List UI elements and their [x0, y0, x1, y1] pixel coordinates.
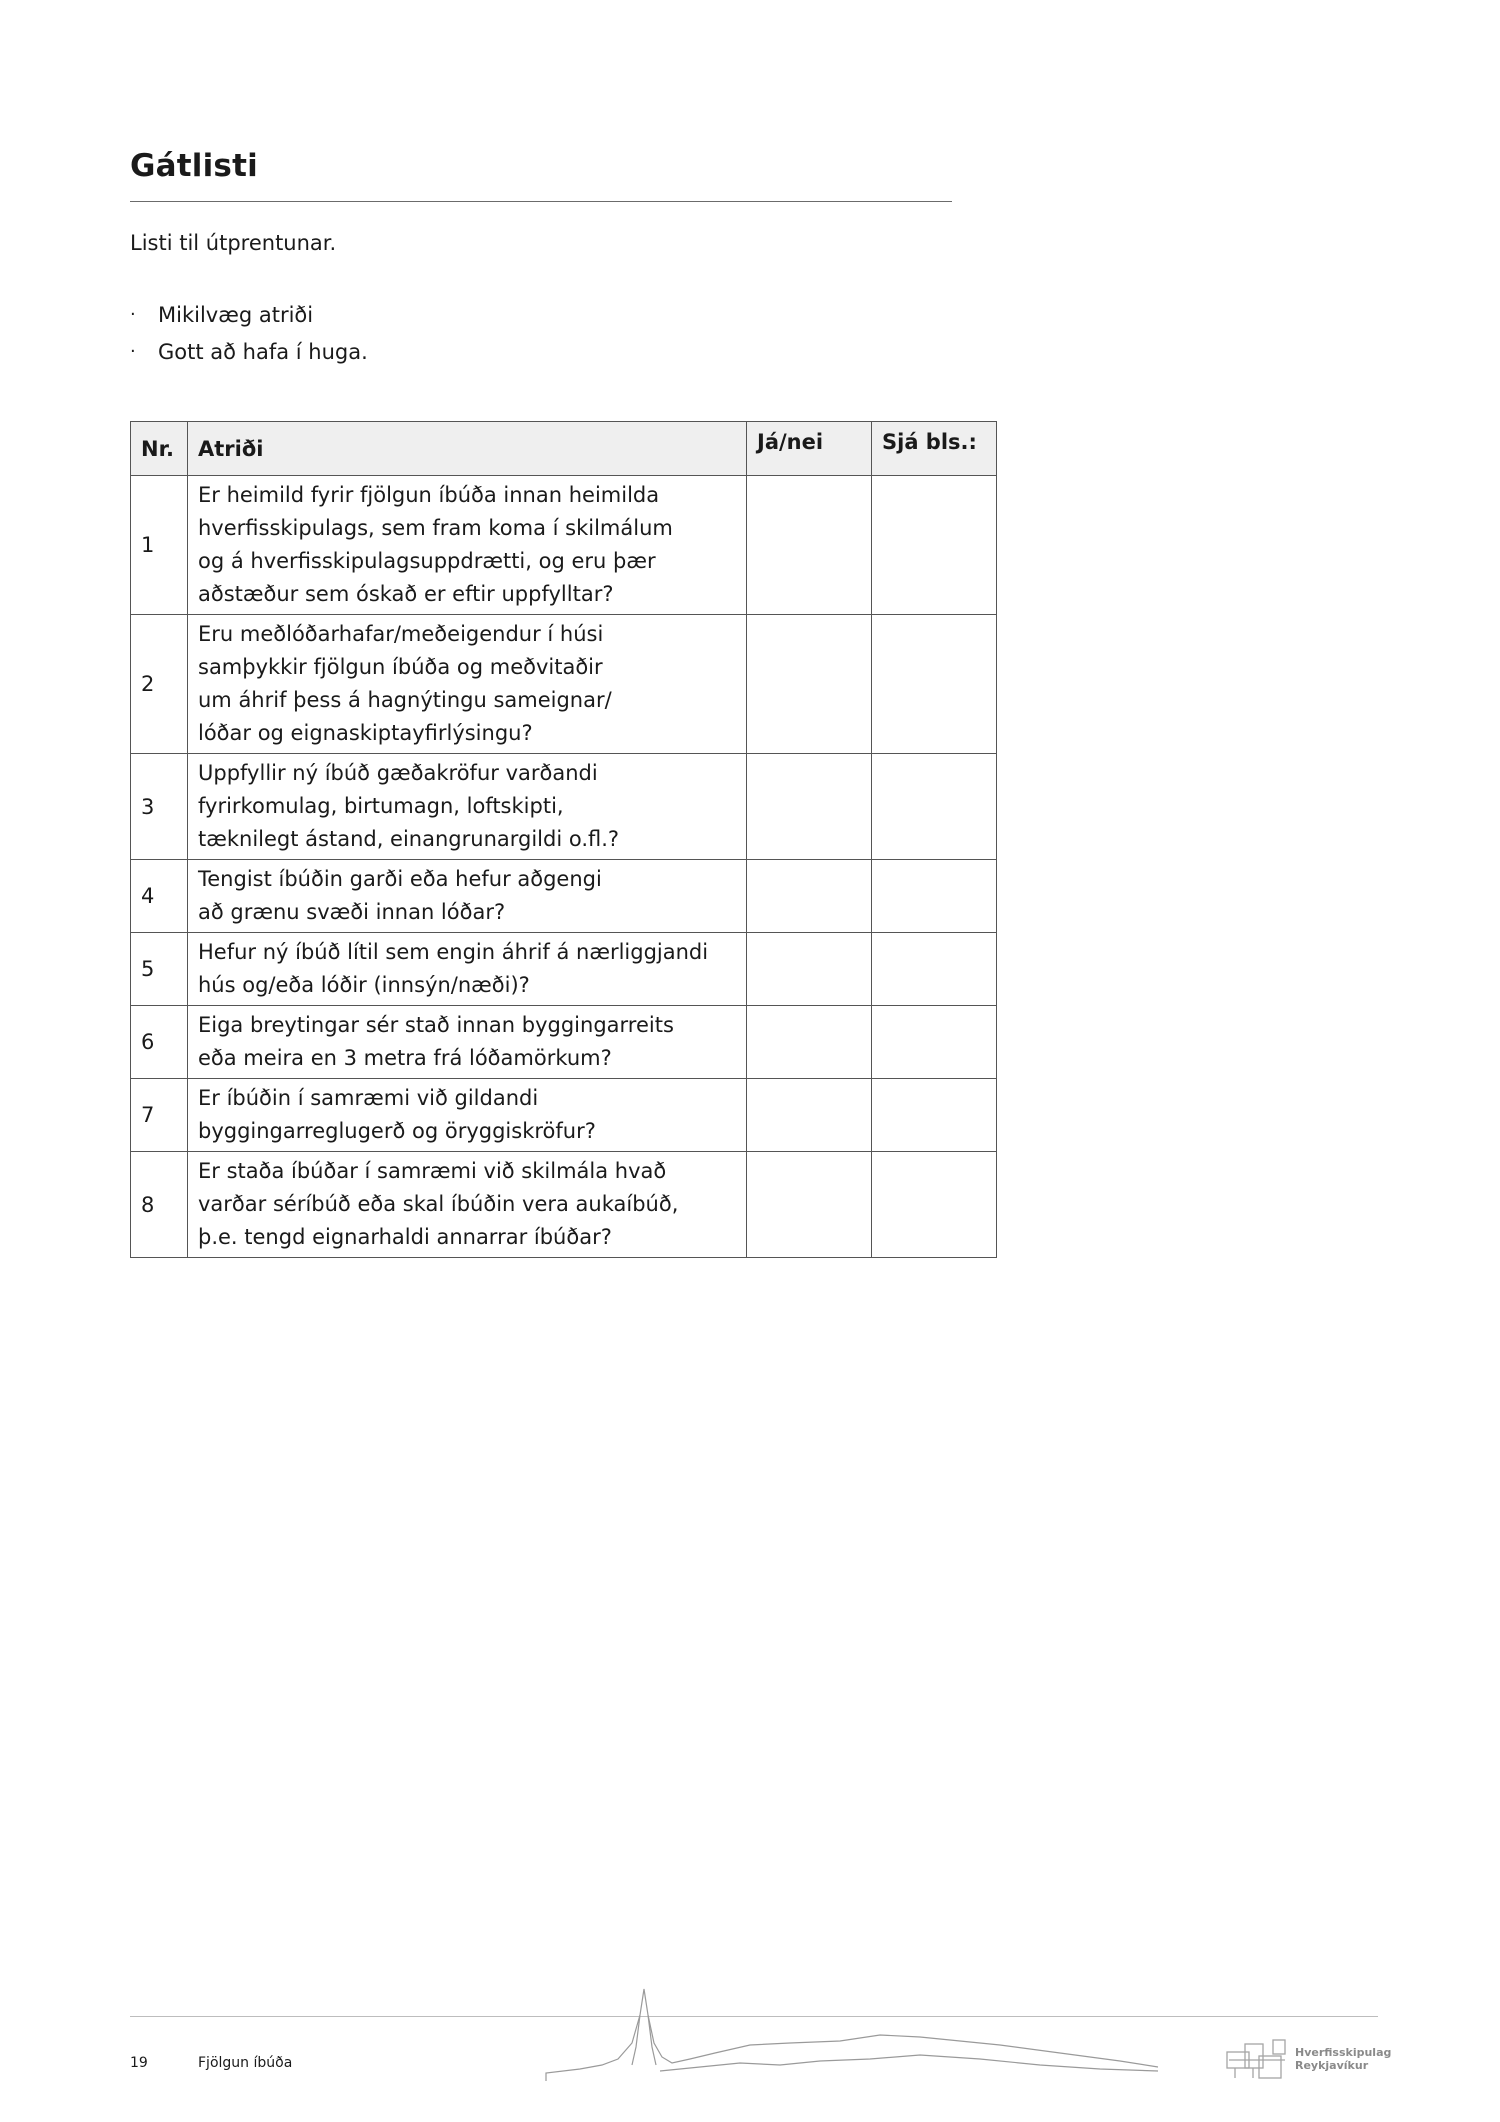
header-nr: Nr. — [131, 422, 188, 476]
row-number: 4 — [131, 860, 188, 933]
logo-line-1: Hverfisskipulag — [1295, 2046, 1392, 2059]
document-title: Fjölgun íbúða — [198, 2055, 293, 2071]
yes-no-cell[interactable] — [747, 1152, 872, 1258]
yes-no-cell[interactable] — [747, 1079, 872, 1152]
row-number: 8 — [131, 1152, 188, 1258]
hverfisskipulag-logo-icon — [1225, 2038, 1295, 2082]
row-number: 3 — [131, 754, 188, 860]
legend-item — [130, 296, 368, 333]
table-row — [131, 615, 997, 754]
see-page-cell[interactable] — [872, 476, 997, 615]
header-see-page: Sjá bls.: — [872, 422, 997, 476]
table-row — [131, 933, 997, 1006]
row-number: 6 — [131, 1006, 188, 1079]
legend-item — [130, 333, 368, 370]
see-page-cell[interactable] — [872, 754, 997, 860]
bullet-icon: · — [130, 341, 136, 362]
see-page-cell[interactable] — [872, 860, 997, 933]
yes-no-cell[interactable] — [747, 754, 872, 860]
page-subtitle: Listi til útprentunar. — [130, 231, 337, 255]
see-page-cell[interactable] — [872, 1152, 997, 1258]
table-row — [131, 860, 997, 933]
see-page-cell[interactable] — [872, 933, 997, 1006]
table-row — [131, 1079, 997, 1152]
yes-no-cell[interactable] — [747, 1006, 872, 1079]
logo-line-2: Reykjavíkur — [1295, 2059, 1369, 2072]
checklist-table — [130, 421, 997, 1258]
see-page-cell[interactable] — [872, 1079, 997, 1152]
city-skyline-icon — [540, 1985, 1160, 2087]
see-page-cell[interactable] — [872, 1006, 997, 1079]
yes-no-cell[interactable] — [747, 476, 872, 615]
row-item-text: Hefur ný íbúð lítil sem engin áhrif á nærliggjandi hús og/eða lóðir (innsýn/næði)? — [188, 933, 747, 1006]
yes-no-cell[interactable] — [747, 933, 872, 1006]
table-row — [131, 1006, 997, 1079]
see-page-cell[interactable] — [872, 615, 997, 754]
row-item-text: Er íbúðin í samræmi við gildandi byggingarreglugerð og öryggiskröfur? — [188, 1079, 747, 1152]
row-item-text: Tengist íbúðin garði eða hefur aðgengi að grænu svæði innan lóðar? — [188, 860, 747, 933]
table-header-row — [131, 422, 997, 476]
page-number: 19 — [130, 2055, 148, 2071]
row-item-text: Er heimild fyrir fjölgun íbúða innan heimilda hverfisskipulags, sem fram koma í skilmálum og á hverfisskipulagsuppdrætti, og eru þær aðstæður sem óskað er eftir uppfylltar? — [188, 476, 747, 615]
legend-label: Mikilvæg atriði — [158, 302, 314, 327]
yes-no-cell[interactable] — [747, 615, 872, 754]
yes-no-cell[interactable] — [747, 860, 872, 933]
table-row — [131, 1152, 997, 1258]
row-item-text: Eiga breytingar sér stað innan byggingarreits eða meira en 3 metra frá lóðamörkum? — [188, 1006, 747, 1079]
row-item-text: Er staða íbúðar í samræmi við skilmála hvað varðar séríbúð eða skal íbúðin vera aukaíbúð, þ.e. tengd eignarhaldi annarrar íbúðar? — [188, 1152, 747, 1258]
page-title: Gátlisti — [130, 148, 258, 184]
row-item-text: Eru meðlóðarhafar/meðeigendur í húsi samþykkir fjölgun íbúða og meðvitaðir um áhrif þess á hagnýtingu sameignar/ lóðar og eignaskiptayfirlýsingu? — [188, 615, 747, 754]
row-item-text: Uppfyllir ný íbúð gæðakröfur varðandi fyrirkomulag, birtumagn, loftskipti, tæknilegt ástand, einangrunargildi o.fl.? — [188, 754, 747, 860]
hverfisskipulag-logo — [1295, 2046, 1391, 2072]
bullet-icon: · — [130, 304, 136, 325]
header-yes-no: Já/nei — [747, 422, 872, 476]
row-number: 5 — [131, 933, 188, 1006]
row-number: 1 — [131, 476, 188, 615]
header-item: Atriði — [188, 422, 747, 476]
row-number: 2 — [131, 615, 188, 754]
legend-label: Gott að hafa í huga. — [158, 339, 368, 364]
row-number: 7 — [131, 1079, 188, 1152]
legend-list — [130, 296, 368, 370]
table-row — [131, 476, 997, 615]
table-row — [131, 754, 997, 860]
title-divider — [130, 201, 952, 202]
